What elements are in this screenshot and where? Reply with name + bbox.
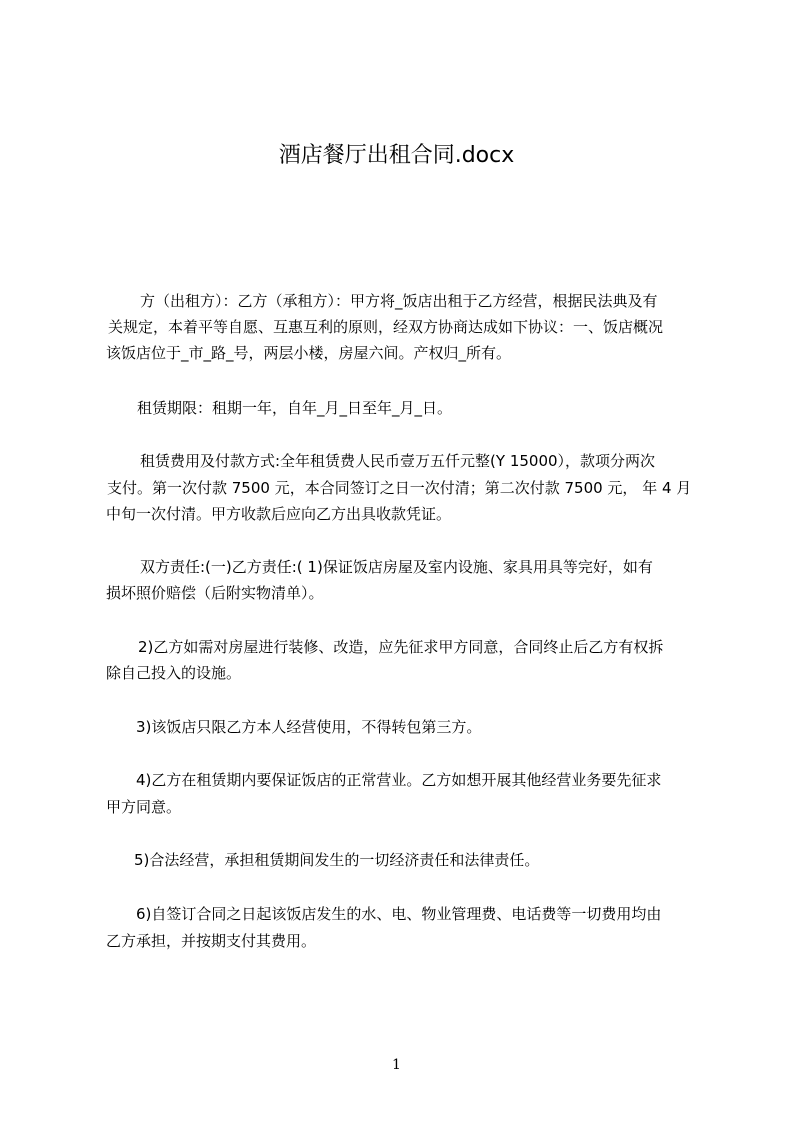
- paragraph-line: 除自己投入的设施。: [106, 664, 242, 682]
- paragraph-line: 双方责任:(一)乙方责任:( 1)保证饭店房屋及室内设施、家具用具等完好，如有: [140, 558, 653, 576]
- paragraph-line: 损坏照价赔偿（后附实物清单）。: [106, 584, 324, 602]
- paragraph-line: 关规定，本着平等自愿、互惠互利的原则，经双方协商达成如下协议：一、饭店概况: [108, 318, 664, 336]
- paragraph-line: 支付。第一次付款 7500 元，本合同签订之日一次付清；第二次付款 7500 元， 年 4 月: [107, 479, 692, 497]
- paragraph-line: 乙方承担，并按期支付其费用。: [106, 932, 317, 950]
- paragraph-line: 甲方同意。: [106, 798, 182, 816]
- paragraph-line: 租赁期限：租期一年，自年_月_日至年_月_日。: [137, 399, 453, 417]
- paragraph-line: 5)合法经营，承担租赁期间发生的一切经济责任和法律责任。: [134, 851, 540, 869]
- paragraph-line: 方（出租方）：乙方（承租方）：甲方将_饭店出租于乙方经营，根据民法典及有: [140, 292, 658, 310]
- paragraph-line: 该饭店位于_市_路_号，两层小楼，房屋六间。产权归_所有。: [106, 344, 512, 362]
- paragraph-line: 租赁费用及付款方式:全年租赁费人民币壹万五仟元整(Y 15000），款项分两次: [140, 452, 656, 470]
- paragraph-line: 6)自签订合同之日起该饭店发生的水、电、物业管理费、电话费等一切费用均由: [136, 905, 662, 923]
- paragraph-line: 中旬一次付清。甲方收款后应向乙方出具收款凭证。: [106, 505, 452, 523]
- paragraph-line: 2)乙方如需对房屋进行装修、改造，应先征求甲方同意，合同终止后乙方有权拆: [138, 638, 664, 656]
- page-number: 1: [392, 1057, 401, 1073]
- paragraph-line: 4)乙方在租赁期内要保证饭店的正常营业。乙方如想开展其他经营业务要先征求: [136, 771, 662, 789]
- document-title: 酒店餐厅出租合同.docx: [278, 143, 515, 168]
- paragraph-line: 3)该饭店只限乙方本人经营使用，不得转包第三方。: [136, 718, 482, 736]
